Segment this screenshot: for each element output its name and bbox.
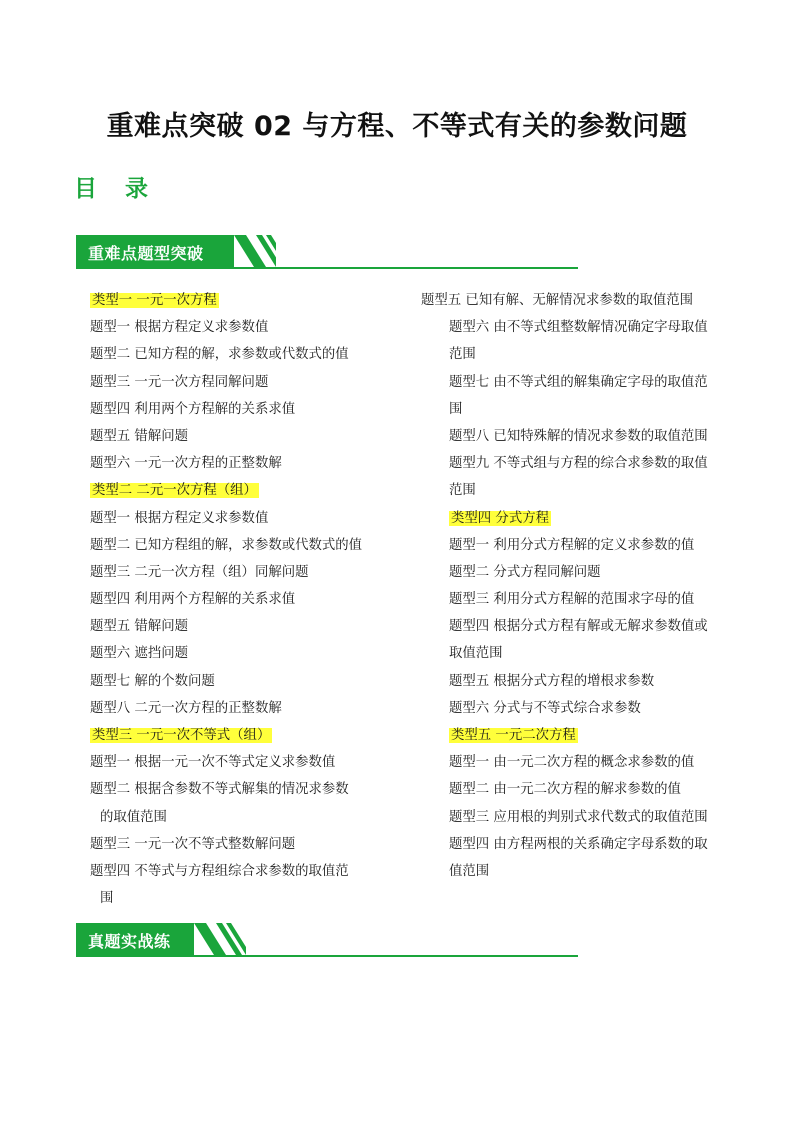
toc-item-continued[interactable]: 值范围 (449, 863, 490, 879)
toc-item[interactable]: 题型五 根据分式方程的增根求参数 (449, 673, 655, 689)
toc-item[interactable]: 题型二 根据含参数不等式解集的情况求参数 (90, 782, 349, 798)
toc-item[interactable]: 题型四 根据分式方程有解或无解求参数值或 (449, 619, 708, 635)
toc-item[interactable]: 题型二 已知方程组的解，求参数或代数式的值 (90, 537, 363, 553)
banner-rule (76, 267, 578, 269)
section-banner-breakthrough (76, 235, 578, 269)
toc-item[interactable]: 题型二 已知方程的解，求参数或代数式的值 (90, 347, 349, 363)
toc-left-column (90, 290, 390, 915)
toc-item[interactable]: 题型五 已知有解、无解情况求参数的取值范围 (421, 293, 694, 308)
toc-item[interactable]: 题型一 由一元二次方程的概念求参数的值 (449, 755, 695, 771)
toc-category-5[interactable]: 类型五 一元二次方程 (451, 728, 576, 743)
toc-category-3[interactable]: 类型三 一元一次不等式（组） (92, 728, 271, 743)
toc-item[interactable]: 题型九 不等式组与方程的综合求参数的取值 (449, 456, 708, 472)
toc-item[interactable]: 题型六 遮挡问题 (90, 646, 188, 662)
toc-item[interactable]: 题型一 根据方程定义求参数值 (90, 320, 269, 336)
banner-label: 真题实战练 (88, 932, 171, 951)
toc-item[interactable]: 题型七 由不等式组的解集确定字母的取值范 (449, 374, 708, 390)
toc-item[interactable]: 题型三 利用分式方程解的范围求字母的值 (449, 592, 695, 608)
toc-item-continued[interactable]: 围 (100, 891, 114, 907)
section-banner-practice (76, 923, 578, 957)
toc-item[interactable]: 题型六 分式与不等式综合求参数 (449, 700, 641, 716)
toc-item[interactable]: 题型四 不等式与方程组综合求参数的取值范 (90, 863, 349, 879)
toc-item[interactable]: 题型五 错解问题 (90, 619, 188, 635)
toc-item[interactable]: 题型四 利用两个方程解的关系求值 (90, 592, 296, 608)
toc-item[interactable]: 题型三 一元一次不等式整数解问题 (90, 836, 296, 852)
toc-item-continued[interactable]: 范围 (449, 347, 476, 363)
toc-item[interactable]: 题型八 已知特殊解的情况求参数的取值范围 (449, 428, 708, 444)
toc-item[interactable]: 题型二 由一元二次方程的解求参数的值 (449, 782, 681, 798)
toc-category-1[interactable]: 类型一 一元一次方程 (92, 293, 217, 308)
toc-item-continued[interactable]: 围 (449, 401, 463, 417)
toc-item[interactable]: 题型四 利用两个方程解的关系求值 (90, 401, 296, 417)
toc-item[interactable]: 题型一 利用分式方程解的定义求参数的值 (449, 537, 695, 553)
toc-item[interactable]: 题型二 分式方程同解问题 (449, 564, 601, 580)
toc-item[interactable]: 题型一 根据方程定义求参数值 (90, 510, 269, 526)
page-title: 重难点突破 02 与方程、不等式有关的参数问题 (106, 111, 688, 142)
toc-right-column (421, 290, 731, 888)
toc-item[interactable]: 题型三 二元一次方程（组）同解问题 (90, 564, 309, 580)
toc-category-2[interactable]: 类型二 二元一次方程（组） (92, 483, 257, 499)
toc-item[interactable]: 题型六 由不等式组整数解情况确定字母取值 (449, 320, 708, 336)
toc-item[interactable]: 题型六 一元一次方程的正整数解 (90, 456, 282, 472)
toc-item[interactable]: 题型四 由方程两根的关系确定字母系数的取 (449, 836, 708, 852)
toc-item-continued[interactable]: 的取值范围 (100, 809, 167, 825)
toc-item-continued[interactable]: 取值范围 (449, 646, 503, 662)
banner-label: 重难点题型突破 (88, 244, 204, 263)
toc-item-continued[interactable]: 范围 (449, 483, 476, 499)
toc-item[interactable]: 题型一 根据一元一次不等式定义求参数值 (90, 755, 336, 771)
toc-category-4[interactable]: 类型四 分式方程 (451, 510, 549, 526)
toc-item[interactable]: 题型八 二元一次方程的正整数解 (90, 700, 282, 716)
toc-item[interactable]: 题型七 解的个数问题 (90, 673, 215, 689)
toc-heading: 目 录 (74, 176, 159, 202)
toc-item[interactable]: 题型三 应用根的判别式求代数式的取值范围 (449, 809, 708, 825)
toc-item[interactable]: 题型五 错解问题 (90, 428, 188, 444)
toc-item[interactable]: 题型三 一元一次方程同解问题 (90, 374, 269, 390)
banner-rule (76, 955, 578, 957)
